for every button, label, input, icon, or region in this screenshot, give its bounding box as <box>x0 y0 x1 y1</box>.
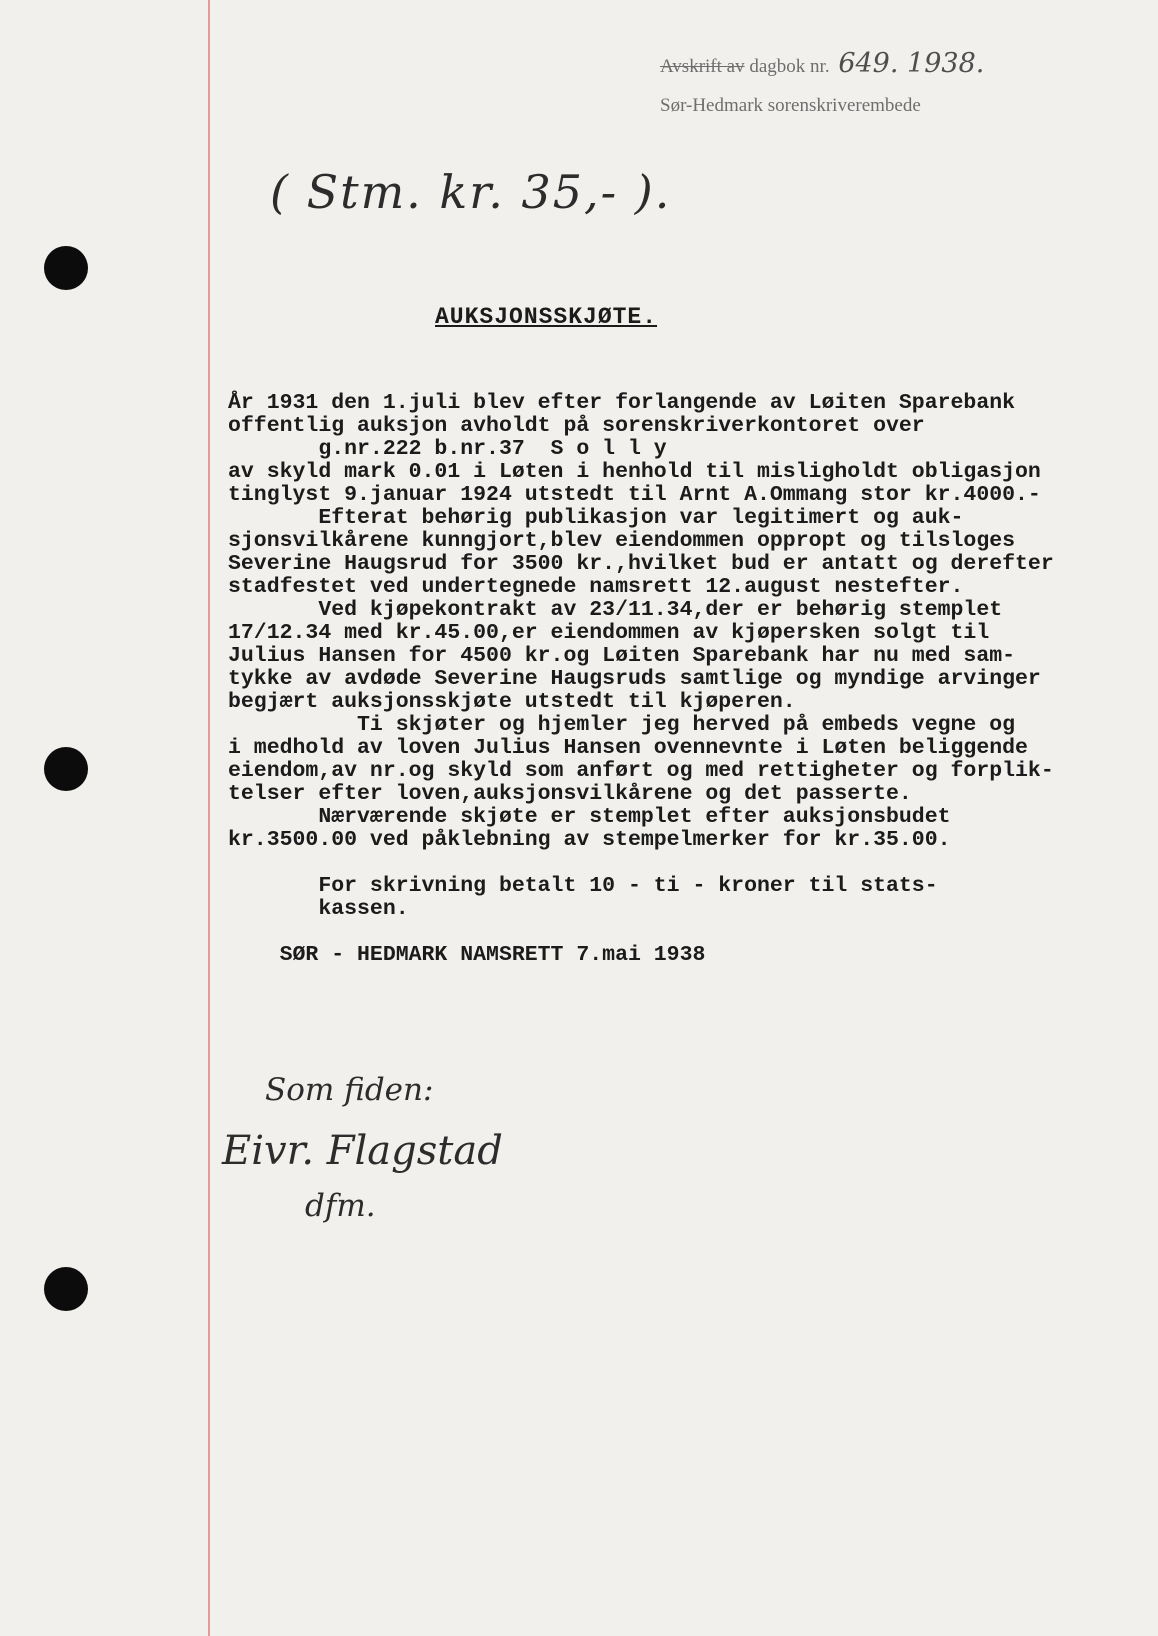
body-line: telser efter loven,auksjonsvilkårene og det passerte. <box>228 782 912 806</box>
signature-name: Eivr. Flagstad <box>222 1128 503 1174</box>
body-line: kassen. <box>228 897 409 921</box>
signature-line-1: Som fiden: <box>265 1072 434 1108</box>
body-line: eiendom,av nr.og skyld som anført og med rettigheter og forplik- <box>228 759 1054 783</box>
body-line: av skyld mark 0.01 i Løten i henhold til misligholdt obligasjon <box>228 460 1041 484</box>
signature-title: dfm. <box>305 1188 376 1224</box>
stamp-line-dagbok <box>660 50 984 77</box>
body-line: begjært auksjonsskjøte utstedt til kjøperen. <box>228 690 796 714</box>
body-line: Nærværende skjøte er stemplet efter auksjonsbudet <box>228 805 951 829</box>
body-line: For skrivning betalt 10 - ti - kroner til stats- <box>228 874 938 898</box>
body-line: sjonsvilkårene kunngjort,blev eiendommen oppropt og tilsloges <box>228 529 1016 553</box>
body-line: g.nr.222 b.nr.37 S o l l y <box>228 437 667 461</box>
stamp-dagbok-label: dagbok nr. <box>749 56 830 77</box>
body-line <box>228 852 1054 875</box>
stamp-dagbok-number: 649. 1938. <box>838 48 985 79</box>
body-line: SØR - HEDMARK NAMSRETT 7.mai 1938 <box>228 943 706 967</box>
stamp-office-name: Sør-Hedmark sorenskriverembede <box>660 95 921 116</box>
body-line: i medhold av loven Julius Hansen ovennevnte i Løten beliggende <box>228 736 1028 760</box>
body-line: Julius Hansen for 4500 kr.og Løiten Sparebank har nu med sam- <box>228 644 1016 668</box>
stamp-prefix: Avskrift av <box>660 56 745 77</box>
body-line: Ved kjøpekontrakt av 23/11.34,der er behørig stemplet <box>228 598 1003 622</box>
body-line: tykke av avdøde Severine Haugsruds samtlige og myndige arvinger <box>228 667 1041 691</box>
body-line: tinglyst 9.januar 1924 utstedt til Arnt A.Ommang stor kr.4000.- <box>228 483 1041 507</box>
punch-hole <box>44 246 88 290</box>
body-line: kr.3500.00 ved påklebning av stempelmerker for kr.35.00. <box>228 828 951 852</box>
body-line: Severine Haugsrud for 3500 kr.,hvilket bud er antatt og derefter <box>228 552 1054 576</box>
body-line <box>228 921 1054 944</box>
body-line: År 1931 den 1.juli blev efter forlangende av Løiten Sparebank <box>228 391 1016 415</box>
body-line: Ti skjøter og hjemler jeg herved på embeds vegne og <box>228 713 1016 737</box>
document-body <box>228 392 1054 967</box>
body-line: Efterat behørig publikasjon var legitimert og auk- <box>228 506 964 530</box>
punch-hole <box>44 1267 88 1311</box>
stamp-fee-note: ( Stm. kr. 35,- ). <box>270 165 672 219</box>
body-line: 17/12.34 med kr.45.00,er eiendommen av kjøpersken solgt til <box>228 621 990 645</box>
punch-hole <box>44 747 88 791</box>
body-line: stadfestet ved undertegnede namsrett 12.august nestefter. <box>228 575 964 599</box>
margin-line <box>208 0 210 1636</box>
body-line: offentlig auksjon avholdt på sorenskriverkontoret over <box>228 414 925 438</box>
document-title: AUKSJONSSKJØTE. <box>435 304 658 330</box>
